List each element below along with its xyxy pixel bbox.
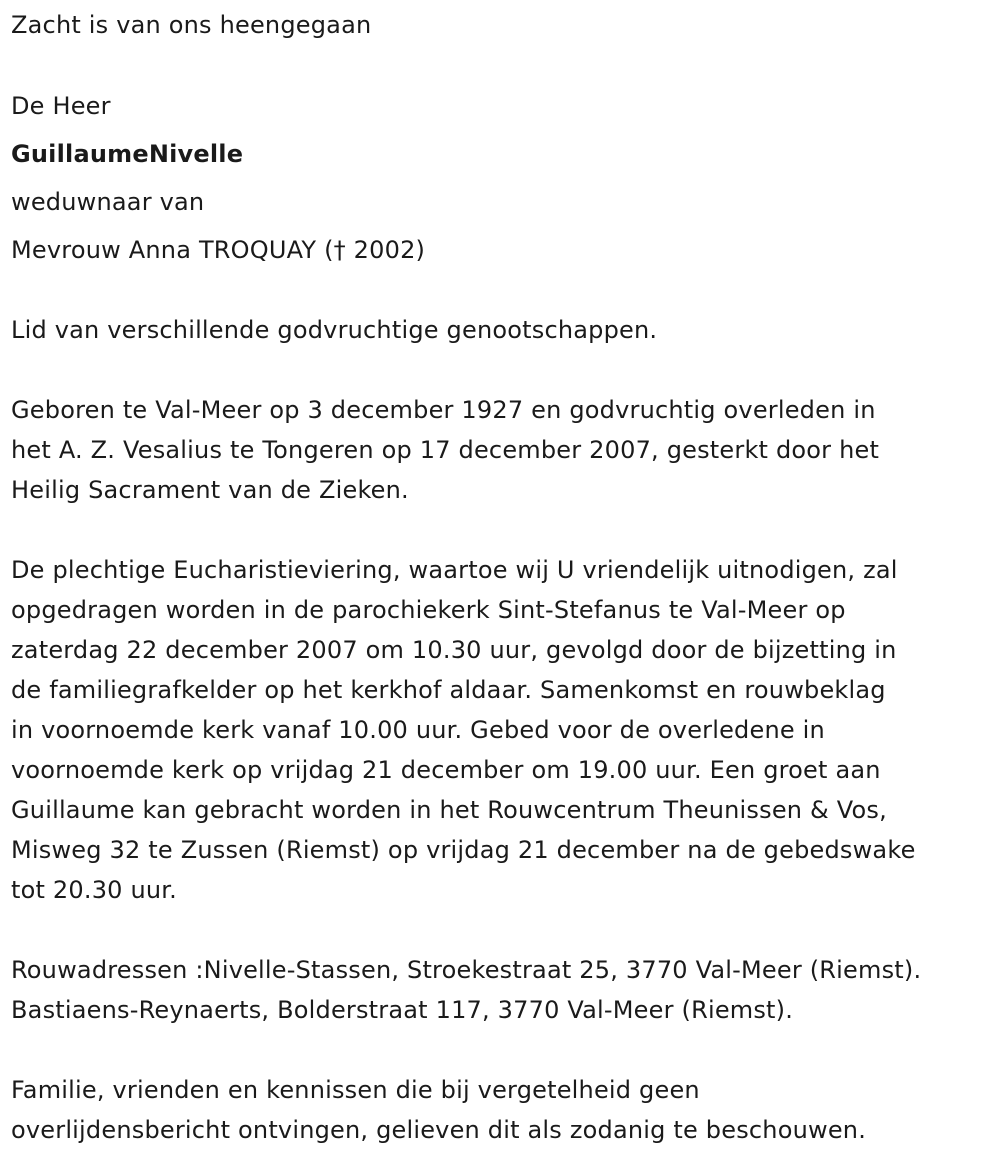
spouse-death-year: 2002): [345, 236, 426, 264]
membership-line: Lid van verschillende godvruchtige genootschappen.: [11, 316, 658, 344]
address-line: Bastiaens-Reynaerts, Bolderstraat 117, 3770 Val-Meer (Riemst).: [11, 996, 794, 1024]
deceased-name: GuillaumeNivelle: [11, 140, 244, 168]
ceremony-line: Misweg 32 te Zussen (Riemst) op vrijdag 21 december na de gebedswake: [11, 836, 916, 864]
ceremony-line: tot 20.30 uur.: [11, 876, 177, 904]
ceremony-line: in voornoemde kerk vanaf 10.00 uur. Gebed voor de overledene in: [11, 716, 825, 744]
birth-death-line: Heilig Sacrament van de Zieken.: [11, 476, 409, 504]
closing-line: Familie, vrienden en kennissen die bij vergetelheid geen: [11, 1076, 700, 1104]
spouse-line: [11, 230, 425, 270]
intro-line: Zacht is van ons heengegaan: [11, 11, 372, 39]
ceremony-line: De plechtige Eucharistieviering, waartoe wij U vriendelijk uitnodigen, zal: [11, 556, 898, 584]
birth-death-line: Geboren te Val-Meer op 3 december 1927 en godvruchtig overleden in: [11, 396, 876, 424]
salutation-line: De Heer: [11, 92, 111, 120]
ceremony-line: de familiegrafkelder op het kerkhof aldaar. Samenkomst en rouwbeklag: [11, 676, 886, 704]
ceremony-line: Guillaume kan gebracht worden in het Rouwcentrum Theunissen & Vos,: [11, 796, 887, 824]
address-line: Rouwadressen :Nivelle-Stassen, Stroekestraat 25, 3770 Val-Meer (Riemst).: [11, 956, 922, 984]
ceremony-line: opgedragen worden in de parochiekerk Sint-Stefanus te Val-Meer op: [11, 596, 846, 624]
closing-line: overlijdensbericht ontvingen, gelieven dit als zodanig te beschouwen.: [11, 1116, 867, 1144]
ceremony-line: voornoemde kerk op vrijdag 21 december om 19.00 uur. Een groet aan: [11, 756, 881, 784]
spouse-name: Mevrouw Anna TROQUAY (: [11, 236, 334, 264]
relation-line: weduwnaar van: [11, 188, 205, 216]
cross-icon: †: [333, 236, 346, 264]
ceremony-line: zaterdag 22 december 2007 om 10.30 uur, gevolgd door de bijzetting in: [11, 636, 897, 664]
birth-death-line: het A. Z. Vesalius te Tongeren op 17 december 2007, gesterkt door het: [11, 436, 880, 464]
